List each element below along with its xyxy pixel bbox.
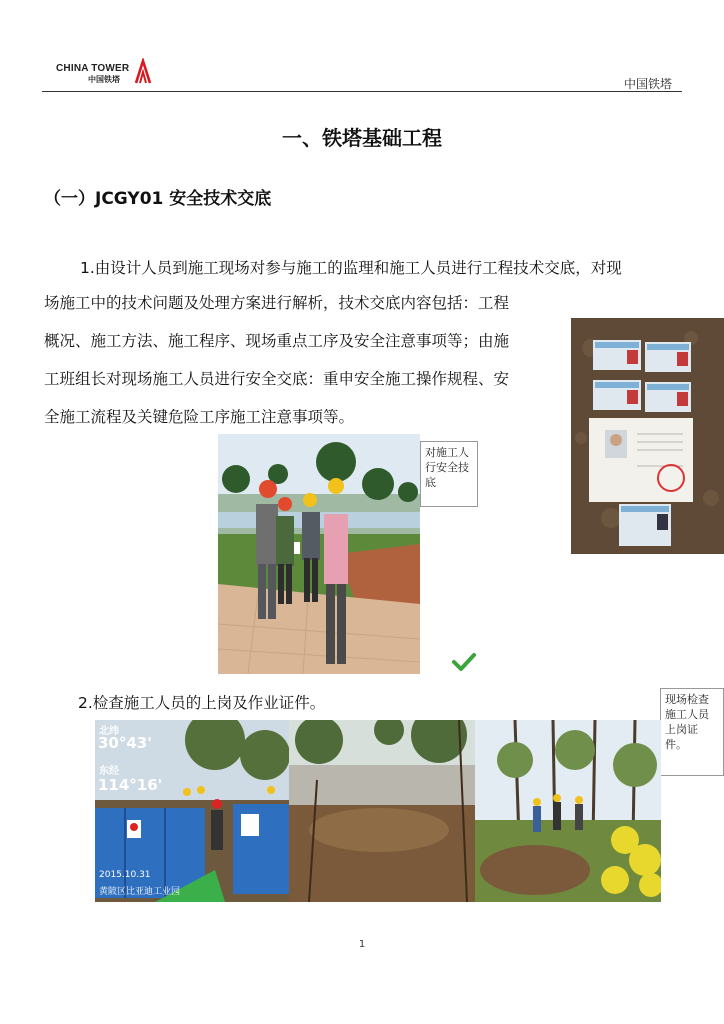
section-heading: （一）JCGY01 安全技术交底	[44, 189, 272, 209]
paragraph-2: 2.检查施工人员的上岗及作业证件。	[78, 694, 326, 712]
callout-line: 底	[425, 476, 436, 489]
callout-line: 上岗证件。	[665, 723, 698, 751]
photo-location: 黄陂区比亚迪工业园	[99, 887, 181, 897]
callout-line: 行安全技	[425, 461, 469, 474]
page-title: 一、铁塔基础工程	[282, 126, 442, 150]
paragraph-line: 1.由设计人员到施工现场对参与施工的监理和施工人员进行工程技术交底，对现	[80, 259, 622, 277]
page-number: 1	[358, 939, 366, 950]
callout-line: 对施工人	[425, 446, 469, 459]
latitude-value: 30°43'	[98, 734, 152, 752]
paragraph-line: 工班组长对现场施工人员进行安全交底：重申安全施工操作规程、安	[44, 370, 510, 388]
site-fence-photo	[95, 720, 289, 902]
callout-box-2	[660, 688, 724, 776]
green-check-icon	[452, 652, 476, 672]
paragraph-line: 场施工中的技术问题及处理方案进行解析，技术交底内容包括：工程	[44, 294, 510, 312]
longitude-label: 东经	[99, 766, 119, 777]
callout-line: 现场检查	[665, 693, 709, 706]
paragraph-line: 概况、施工方法、施工程序、现场重点工序及安全注意事项等；由施	[44, 332, 510, 350]
work-site-trees-photo	[475, 720, 661, 902]
safety-briefing-photo	[218, 434, 420, 674]
longitude-value: 114°16'	[98, 776, 163, 794]
photo-date: 2015.10.31	[99, 870, 151, 880]
logo-chinese-text: 中国铁塔	[88, 75, 120, 84]
latitude-label: 北纬	[99, 726, 119, 737]
header-right-text: 中国铁塔	[623, 77, 672, 91]
logo-english-text: CHINA TOWER	[56, 63, 130, 74]
header-divider	[42, 91, 682, 92]
excavation-pit-photo	[289, 720, 475, 902]
id-cards-photo	[571, 318, 724, 554]
china-tower-logo-icon	[134, 58, 152, 84]
china-tower-logo	[56, 58, 156, 84]
paragraph-line: 全施工流程及关键危险工序施工注意事项等。	[44, 408, 355, 426]
callout-box	[420, 441, 478, 507]
callout-line: 施工人员	[665, 708, 709, 721]
